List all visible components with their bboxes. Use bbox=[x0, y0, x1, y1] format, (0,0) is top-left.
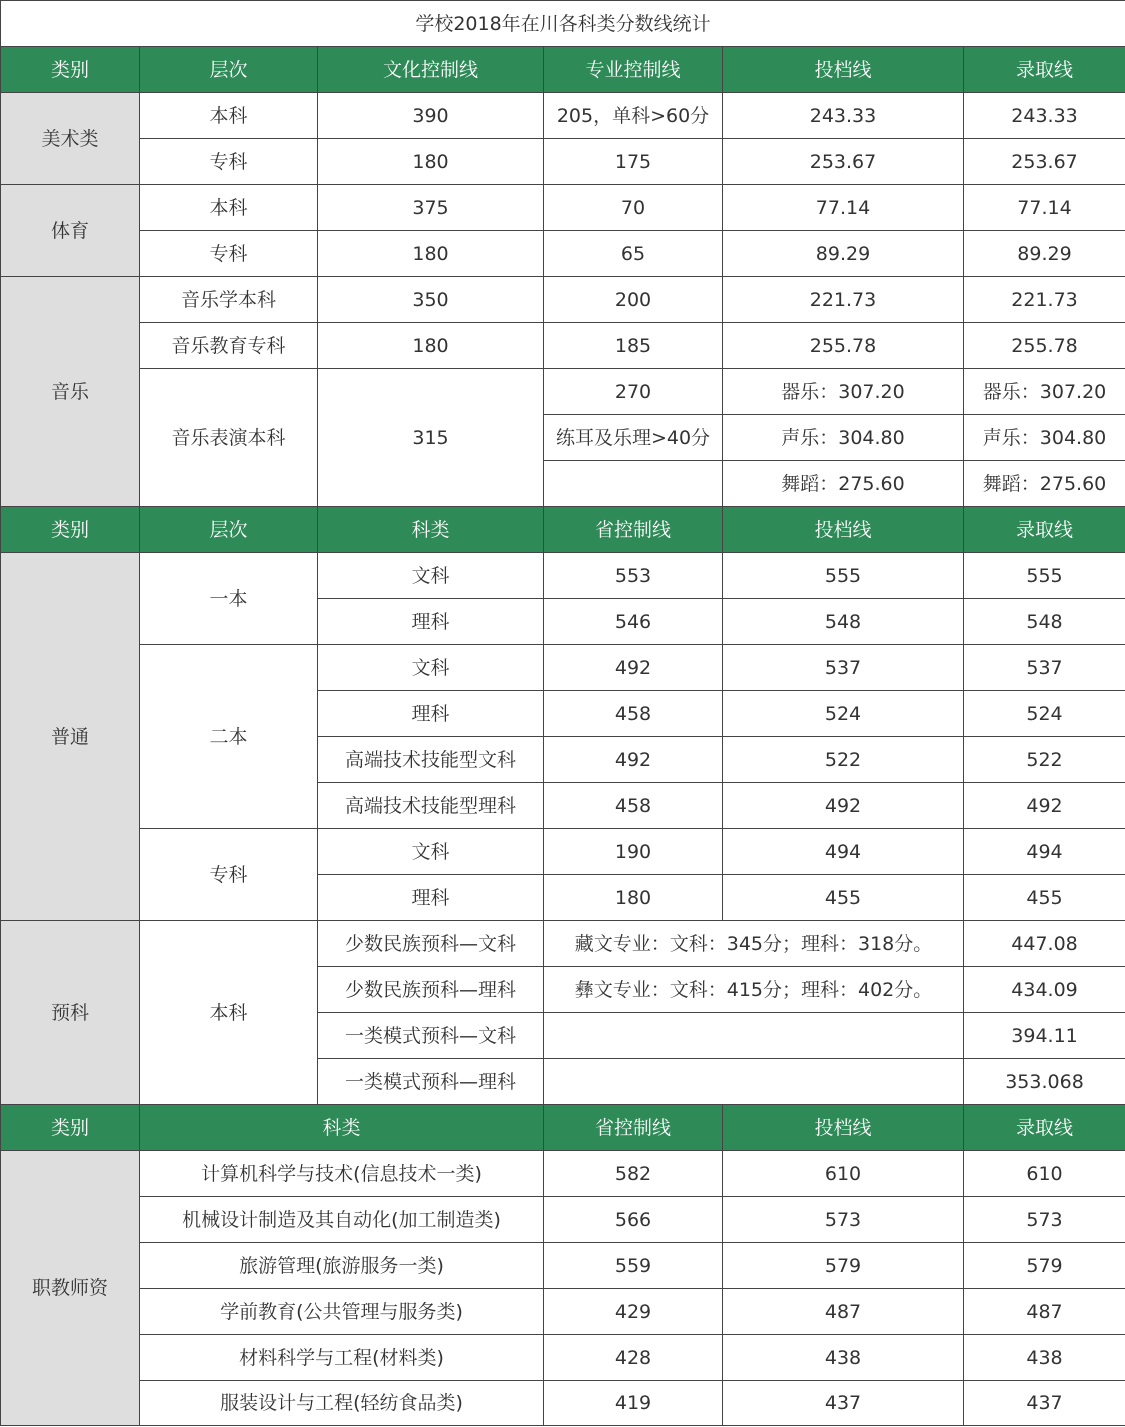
header-cell: 类别 bbox=[1, 507, 140, 553]
table-row bbox=[1, 921, 1125, 967]
lu-cell: 438 bbox=[964, 1335, 1125, 1381]
control-cell: 553 bbox=[544, 553, 723, 599]
lu-cell: 89.29 bbox=[964, 231, 1125, 277]
general-header-row bbox=[1, 507, 1125, 553]
header-cell: 省控制线 bbox=[544, 507, 723, 553]
subject-cell: 理科 bbox=[318, 691, 544, 737]
table-row bbox=[1, 645, 1125, 691]
culture-cell: 375 bbox=[318, 185, 544, 231]
lu-cell: 548 bbox=[964, 599, 1125, 645]
lu-cell: 524 bbox=[964, 691, 1125, 737]
tou-cell: 610 bbox=[723, 1151, 964, 1197]
major-cell: 练耳及乐理>40分 bbox=[544, 415, 723, 461]
subject-cell: 高端技术技能型理科 bbox=[318, 783, 544, 829]
subject-cell: 理科 bbox=[318, 875, 544, 921]
level-cell: 本科 bbox=[140, 185, 318, 231]
tou-cell: 537 bbox=[723, 645, 964, 691]
culture-cell: 180 bbox=[318, 139, 544, 185]
table-row bbox=[1, 1381, 1125, 1426]
control-cell: 492 bbox=[544, 645, 723, 691]
lu-cell: 494 bbox=[964, 829, 1125, 875]
tou-cell: 522 bbox=[723, 737, 964, 783]
level-cell: 二本 bbox=[140, 645, 318, 829]
header-cell: 投档线 bbox=[723, 47, 964, 93]
level-cell: 音乐表演本科 bbox=[140, 369, 318, 507]
tou-cell: 492 bbox=[723, 783, 964, 829]
lu-cell: 221.73 bbox=[964, 277, 1125, 323]
header-cell: 科类 bbox=[318, 507, 544, 553]
tou-cell: 器乐：307.20 bbox=[723, 369, 964, 415]
subject-cell: 文科 bbox=[318, 553, 544, 599]
lu-cell: 555 bbox=[964, 553, 1125, 599]
lu-cell: 537 bbox=[964, 645, 1125, 691]
culture-cell: 315 bbox=[318, 369, 544, 507]
tou-cell: 舞蹈：275.60 bbox=[723, 461, 964, 507]
tou-cell: 89.29 bbox=[723, 231, 964, 277]
lu-cell: 455 bbox=[964, 875, 1125, 921]
tou-cell: 437 bbox=[723, 1381, 964, 1426]
lu-cell: 394.11 bbox=[964, 1013, 1125, 1059]
lu-cell: 492 bbox=[964, 783, 1125, 829]
table-row bbox=[1, 829, 1125, 875]
header-cell: 省控制线 bbox=[544, 1105, 723, 1151]
level-cell: 本科 bbox=[140, 921, 318, 1105]
lu-cell: 77.14 bbox=[964, 185, 1125, 231]
tou-cell: 579 bbox=[723, 1243, 964, 1289]
tou-cell: 77.14 bbox=[723, 185, 964, 231]
category-cell: 预科 bbox=[1, 921, 140, 1105]
header-cell: 录取线 bbox=[964, 507, 1125, 553]
tou-cell: 524 bbox=[723, 691, 964, 737]
tou-cell: 494 bbox=[723, 829, 964, 875]
control-cell: 419 bbox=[544, 1381, 723, 1426]
control-cell: 429 bbox=[544, 1289, 723, 1335]
header-cell: 层次 bbox=[140, 47, 318, 93]
header-cell: 投档线 bbox=[723, 1105, 964, 1151]
subject-cell: 高端技术技能型文科 bbox=[318, 737, 544, 783]
culture-cell: 350 bbox=[318, 277, 544, 323]
culture-cell: 180 bbox=[318, 231, 544, 277]
note-cell: 藏文专业：文科：345分；理科：318分。 bbox=[544, 921, 964, 967]
tou-cell: 487 bbox=[723, 1289, 964, 1335]
category-cell: 音乐 bbox=[1, 277, 140, 507]
subject-cell: 理科 bbox=[318, 599, 544, 645]
control-cell: 559 bbox=[544, 1243, 723, 1289]
subject-cell: 服装设计与工程(轻纺食品类) bbox=[140, 1381, 544, 1426]
table-row bbox=[1, 553, 1125, 599]
major-cell bbox=[544, 461, 723, 507]
lu-cell: 522 bbox=[964, 737, 1125, 783]
level-cell: 音乐教育专科 bbox=[140, 323, 318, 369]
lu-cell: 舞蹈：275.60 bbox=[964, 461, 1125, 507]
table-row bbox=[1, 369, 1125, 415]
lu-cell: 434.09 bbox=[964, 967, 1125, 1013]
header-cell: 层次 bbox=[140, 507, 318, 553]
culture-cell: 180 bbox=[318, 323, 544, 369]
control-cell: 180 bbox=[544, 875, 723, 921]
control-cell: 546 bbox=[544, 599, 723, 645]
major-cell: 270 bbox=[544, 369, 723, 415]
category-cell: 体育 bbox=[1, 185, 140, 277]
subject-cell: 机械设计制造及其自动化(加工制造类) bbox=[140, 1197, 544, 1243]
header-cell: 类别 bbox=[1, 47, 140, 93]
control-cell: 428 bbox=[544, 1335, 723, 1381]
major-cell: 175 bbox=[544, 139, 723, 185]
control-cell: 492 bbox=[544, 737, 723, 783]
lu-cell: 声乐：304.80 bbox=[964, 415, 1125, 461]
level-cell: 音乐学本科 bbox=[140, 277, 318, 323]
table-row bbox=[1, 185, 1125, 231]
subject-cell: 一类模式预科—理科 bbox=[318, 1059, 544, 1105]
header-cell: 科类 bbox=[140, 1105, 544, 1151]
category-cell: 美术类 bbox=[1, 93, 140, 185]
tou-cell: 255.78 bbox=[723, 323, 964, 369]
level-cell: 一本 bbox=[140, 553, 318, 645]
category-cell: 职教师资 bbox=[1, 1151, 140, 1426]
level-cell: 专科 bbox=[140, 231, 318, 277]
note-cell bbox=[544, 1013, 964, 1059]
major-cell: 205，单科>60分 bbox=[544, 93, 723, 139]
control-cell: 458 bbox=[544, 783, 723, 829]
table-row bbox=[1, 93, 1125, 139]
level-cell: 本科 bbox=[140, 93, 318, 139]
header-cell: 录取线 bbox=[964, 47, 1125, 93]
lu-cell: 579 bbox=[964, 1243, 1125, 1289]
vocational-header-row bbox=[1, 1105, 1125, 1151]
table-row bbox=[1, 323, 1125, 369]
control-cell: 190 bbox=[544, 829, 723, 875]
lu-cell: 器乐：307.20 bbox=[964, 369, 1125, 415]
table-row bbox=[1, 1243, 1125, 1289]
culture-cell: 390 bbox=[318, 93, 544, 139]
table-row bbox=[1, 139, 1125, 185]
lu-cell: 437 bbox=[964, 1381, 1125, 1426]
table-row bbox=[1, 1197, 1125, 1243]
category-cell: 普通 bbox=[1, 553, 140, 921]
lu-cell: 353.068 bbox=[964, 1059, 1125, 1105]
table-row bbox=[1, 1289, 1125, 1335]
control-cell: 458 bbox=[544, 691, 723, 737]
art-header-row bbox=[1, 47, 1125, 93]
major-cell: 70 bbox=[544, 185, 723, 231]
tou-cell: 438 bbox=[723, 1335, 964, 1381]
tou-cell: 573 bbox=[723, 1197, 964, 1243]
subject-cell: 少数民族预科—理科 bbox=[318, 967, 544, 1013]
table-row bbox=[1, 1151, 1125, 1197]
tou-cell: 555 bbox=[723, 553, 964, 599]
lu-cell: 573 bbox=[964, 1197, 1125, 1243]
table-row bbox=[1, 1335, 1125, 1381]
header-cell: 类别 bbox=[1, 1105, 140, 1151]
header-cell: 文化控制线 bbox=[318, 47, 544, 93]
level-cell: 专科 bbox=[140, 139, 318, 185]
note-cell: 彝文专业：文科：415分；理科：402分。 bbox=[544, 967, 964, 1013]
lu-cell: 243.33 bbox=[964, 93, 1125, 139]
subject-cell: 文科 bbox=[318, 829, 544, 875]
subject-cell: 少数民族预科—文科 bbox=[318, 921, 544, 967]
control-cell: 582 bbox=[544, 1151, 723, 1197]
tou-cell: 声乐：304.80 bbox=[723, 415, 964, 461]
control-cell: 566 bbox=[544, 1197, 723, 1243]
major-cell: 200 bbox=[544, 277, 723, 323]
subject-cell: 学前教育(公共管理与服务类) bbox=[140, 1289, 544, 1335]
lu-cell: 253.67 bbox=[964, 139, 1125, 185]
title-row bbox=[1, 1, 1125, 47]
tou-cell: 221.73 bbox=[723, 277, 964, 323]
subject-cell: 一类模式预科—文科 bbox=[318, 1013, 544, 1059]
header-cell: 专业控制线 bbox=[544, 47, 723, 93]
lu-cell: 487 bbox=[964, 1289, 1125, 1335]
major-cell: 65 bbox=[544, 231, 723, 277]
subject-cell: 计算机科学与技术(信息技术一类) bbox=[140, 1151, 544, 1197]
lu-cell: 447.08 bbox=[964, 921, 1125, 967]
tou-cell: 455 bbox=[723, 875, 964, 921]
tou-cell: 548 bbox=[723, 599, 964, 645]
subject-cell: 文科 bbox=[318, 645, 544, 691]
tou-cell: 243.33 bbox=[723, 93, 964, 139]
lu-cell: 610 bbox=[964, 1151, 1125, 1197]
header-cell: 投档线 bbox=[723, 507, 964, 553]
header-cell: 录取线 bbox=[964, 1105, 1125, 1151]
level-cell: 专科 bbox=[140, 829, 318, 921]
table-row bbox=[1, 277, 1125, 323]
subject-cell: 旅游管理(旅游服务一类) bbox=[140, 1243, 544, 1289]
tou-cell: 253.67 bbox=[723, 139, 964, 185]
table-row bbox=[1, 231, 1125, 277]
major-cell: 185 bbox=[544, 323, 723, 369]
lu-cell: 255.78 bbox=[964, 323, 1125, 369]
subject-cell: 材料科学与工程(材料类) bbox=[140, 1335, 544, 1381]
note-cell bbox=[544, 1059, 964, 1105]
table-title: 学校2018年在川各科类分数线统计 bbox=[1, 1, 1125, 47]
